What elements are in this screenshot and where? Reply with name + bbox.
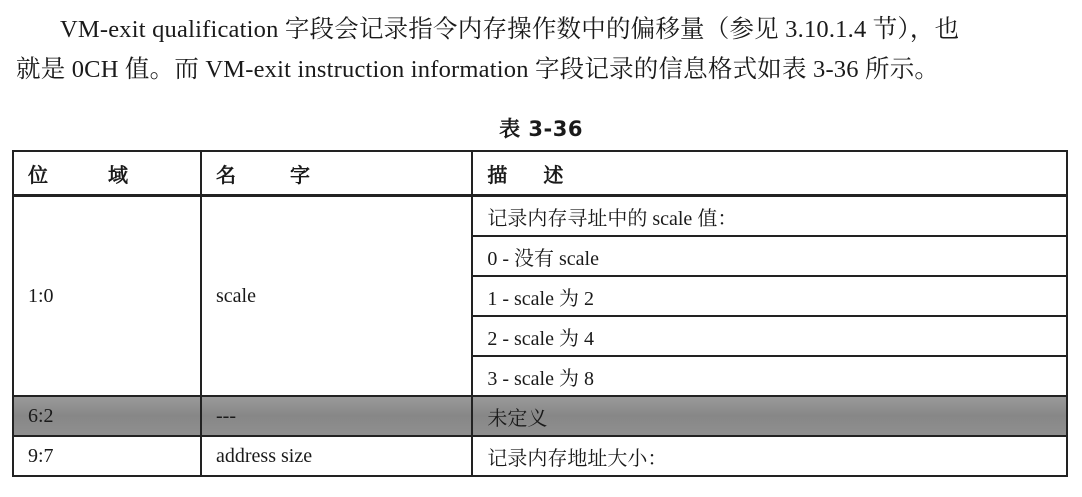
header-description-label: 描述 — [487, 162, 600, 187]
table-row — [13, 196, 1067, 237]
intro-paragraph — [16, 10, 1074, 90]
header-name — [201, 151, 472, 196]
row-description-cell: 3 - scale 为 8 — [472, 356, 1067, 396]
row-description-cell: 记录内存寻址中的 scale 值： — [472, 196, 1067, 237]
table-row-undefined — [13, 396, 1067, 436]
paragraph-line-2: 就是 0CH 值。而 VM-exit instruction information 字段记录的信息格式如表 3-36 所示。 — [16, 56, 940, 83]
header-bits-label: 位域 — [28, 162, 188, 187]
row-description-cell: 0 - 没有 scale — [472, 236, 1067, 276]
header-name-label: 名字 — [216, 162, 364, 187]
header-description — [472, 151, 1067, 196]
paragraph-line-1: VM-exit qualification 字段会记录指令内存操作数中的偏移量（参见 3.10.1.4 节），也 — [60, 16, 960, 43]
row-name-cell: --- — [201, 396, 472, 436]
row-description-cell: 1 - scale 为 2 — [472, 276, 1067, 316]
row-bits-cell: 1:0 — [13, 196, 201, 397]
table-caption: 表 3-36 — [499, 117, 583, 141]
field-format-table — [12, 150, 1068, 477]
row-name-cell: address size — [201, 436, 472, 476]
row-bits-cell: 6:2 — [13, 396, 201, 436]
row-description-cell: 未定义 — [472, 396, 1067, 436]
row-description-cell: 记录内存地址大小： — [472, 436, 1067, 476]
row-name-cell: scale — [201, 196, 472, 397]
table-row — [13, 436, 1067, 476]
row-bits-cell: 9:7 — [13, 436, 201, 476]
row-description-cell: 2 - scale 为 4 — [472, 316, 1067, 356]
table-header-row — [13, 151, 1067, 196]
header-bits — [13, 151, 201, 196]
